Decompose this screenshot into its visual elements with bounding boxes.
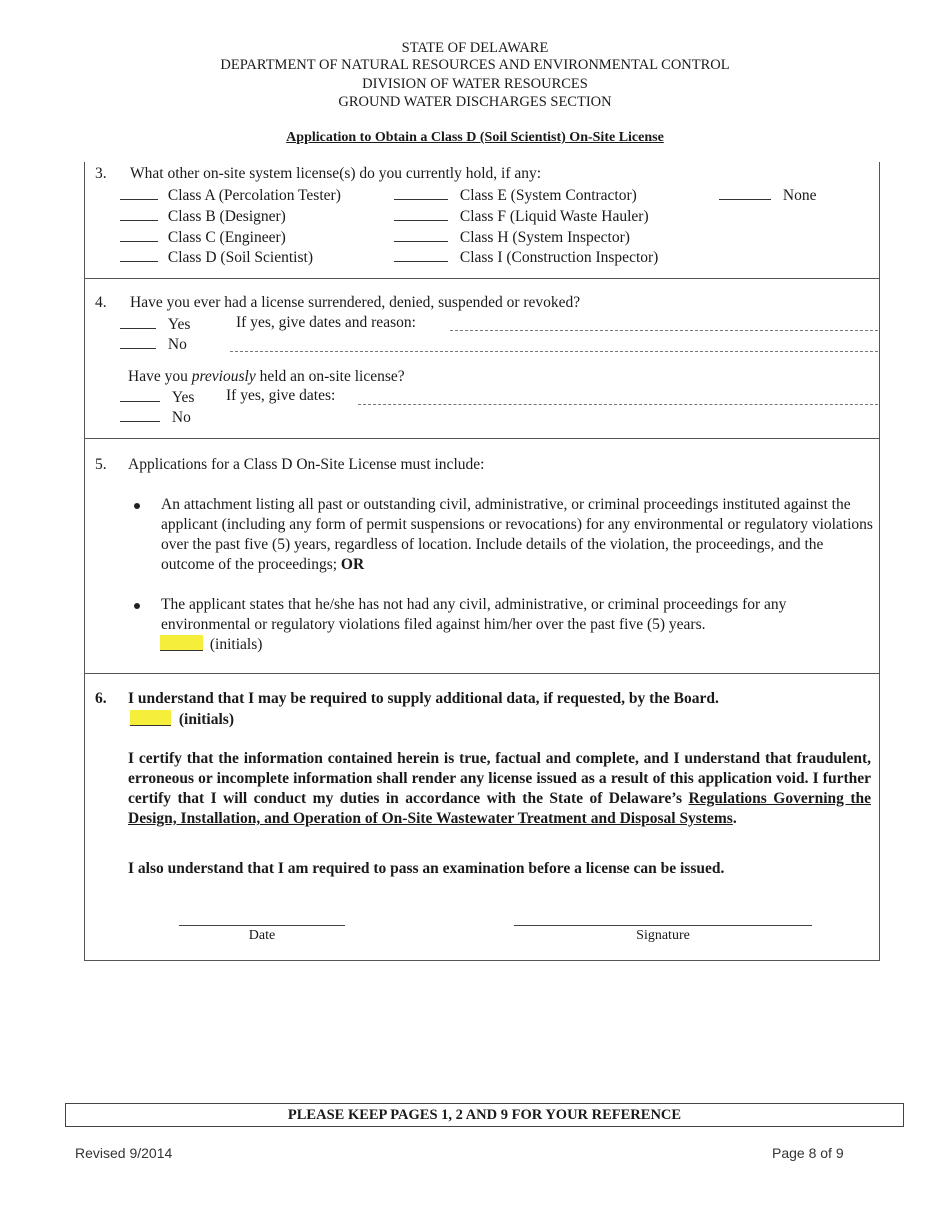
none-blank[interactable]	[719, 185, 771, 200]
signature-label: Signature	[636, 928, 690, 943]
q4-previous-yes-label: Yes	[171, 389, 195, 406]
q5-initials-field[interactable]	[160, 635, 203, 651]
q4-no-label: No	[167, 336, 187, 353]
q4-dates-prompt: If yes, give dates:	[226, 387, 336, 404]
signature-line[interactable]	[514, 925, 812, 926]
divider-5-6	[84, 673, 879, 674]
q6-regulation-title: Regulations Governing the Design, Installation, and Operation of On-Site Wastewater Treatment and Disposal Systems	[128, 790, 871, 827]
q4-reason-line-1[interactable]	[450, 330, 878, 331]
q3-class-c[interactable]	[120, 227, 286, 247]
q4-previous-no-label: No	[171, 409, 191, 426]
q5-number: 5.	[95, 456, 107, 473]
q5-initials-label: (initials)	[209, 636, 263, 653]
q4-previous-question-em: previously	[191, 368, 256, 385]
header-division: DIVISION OF WATER RESOURCES	[362, 76, 588, 92]
q3-number: 3.	[95, 165, 107, 182]
class-e-label: Class E (System Contractor)	[459, 187, 637, 204]
divider-4-5	[84, 438, 879, 439]
class-b-blank[interactable]	[120, 206, 158, 221]
q5-initials[interactable]	[160, 635, 262, 654]
q4-reason-prompt: If yes, give dates and reason:	[236, 314, 416, 331]
bullet-1-icon	[134, 503, 140, 509]
divider-3-4	[84, 278, 879, 279]
date-line[interactable]	[179, 925, 345, 926]
q6-certify-text: I certify that the information contained herein is true, factual and complete, and I understand that fraudulent, erroneous or incomplete information shall render any license issued as a result of this application void. I further certify that I will conduct my duties in accordance with the State of Delaware’s	[128, 750, 871, 807]
q4-yes-label: Yes	[167, 316, 191, 333]
page-number: Page 8 of 9	[772, 1145, 844, 1161]
q3-class-d[interactable]	[120, 247, 313, 267]
q3-question: What other on-site system license(s) do you currently hold, if any:	[130, 165, 542, 182]
class-h-blank[interactable]	[394, 227, 448, 242]
class-f-label: Class F (Liquid Waste Hauler)	[459, 208, 649, 225]
class-f-blank[interactable]	[394, 206, 448, 221]
class-i-label: Class I (Construction Inspector)	[459, 249, 659, 266]
q3-class-i[interactable]	[394, 247, 658, 267]
q3-class-e[interactable]	[394, 185, 637, 205]
q5-intro: Applications for a Class D On-Site License must include:	[128, 456, 485, 473]
header-section: GROUND WATER DISCHARGES SECTION	[338, 94, 612, 110]
q6-certify-end: .	[732, 810, 737, 827]
none-label: None	[782, 187, 817, 204]
class-e-blank[interactable]	[394, 185, 448, 200]
q4-previous-yes[interactable]	[120, 387, 194, 407]
class-d-label: Class D (Soil Scientist)	[167, 249, 313, 266]
q6-initials[interactable]	[130, 710, 234, 729]
q5-bullet-1-or: OR	[340, 556, 365, 573]
q6-initials-field[interactable]	[130, 710, 171, 726]
q4-previous-yes-blank[interactable]	[120, 387, 160, 402]
form-title: Application to Obtain a Class D (Soil Scientist) On-Site License	[286, 130, 664, 145]
q4-previous-no[interactable]	[120, 407, 191, 427]
q4-no-blank[interactable]	[120, 334, 156, 349]
q3-class-h[interactable]	[394, 227, 630, 247]
class-a-label: Class A (Percolation Tester)	[167, 187, 341, 204]
q6-certify	[128, 749, 871, 829]
q6-statement-1: I understand that I may be required to supply additional data, if requested, by the Board.	[128, 690, 719, 707]
class-h-label: Class H (System Inspector)	[459, 229, 630, 246]
header-state: STATE OF DELAWARE	[401, 40, 549, 56]
date-label: Date	[248, 928, 276, 943]
q5-bullet-1-text: An attachment listing all past or outstanding civil, administrative, or criminal proceedings instituted against the applicant (including any form of permit suspensions or revocations) for any environmental or regulatory violations over the past five (5) years, regardless of location. Include details of the violation, the proceedings, and the outcome of the proceedings;	[161, 496, 873, 573]
q5-bullet-1	[161, 495, 876, 575]
q4-yes[interactable]	[120, 314, 190, 334]
class-b-label: Class B (Designer)	[167, 208, 286, 225]
q3-class-b[interactable]	[120, 206, 286, 226]
keep-pages-notice: PLEASE KEEP PAGES 1, 2 AND 9 FOR YOUR REFERENCE	[65, 1103, 904, 1127]
bullet-2-icon	[134, 603, 140, 609]
q6-initials-label: (initials)	[178, 711, 234, 728]
q4-previous-question-post: held an on-site license?	[255, 368, 405, 385]
q4-reason-line-2[interactable]	[230, 351, 878, 352]
revised-date: Revised 9/2014	[75, 1145, 173, 1161]
class-i-blank[interactable]	[394, 247, 448, 262]
q6-exam: I also understand that I am required to pass an examination before a license can be issued.	[128, 860, 725, 877]
q6-number: 6.	[95, 690, 107, 707]
q4-previous-question-pre: Have you	[128, 368, 192, 385]
header-department: DEPARTMENT OF NATURAL RESOURCES AND ENVIRONMENTAL CONTROL	[220, 57, 730, 73]
q4-no[interactable]	[120, 334, 187, 354]
class-d-blank[interactable]	[120, 247, 158, 262]
q4-yes-blank[interactable]	[120, 314, 156, 329]
q4-question: Have you ever had a license surrendered, denied, suspended or revoked?	[130, 294, 581, 311]
q4-previous-question	[128, 368, 405, 386]
q5-bullet-2: The applicant states that he/she has not had any civil, administrative, or criminal proceedings for any environmental or regulatory violations filed against him/her over the past five (5) years.	[161, 596, 787, 633]
class-c-blank[interactable]	[120, 227, 158, 242]
class-c-label: Class C (Engineer)	[167, 229, 286, 246]
q3-none[interactable]	[719, 185, 816, 205]
q3-class-f[interactable]	[394, 206, 649, 226]
q4-previous-no-blank[interactable]	[120, 407, 160, 422]
class-a-blank[interactable]	[120, 185, 158, 200]
q4-number: 4.	[95, 294, 107, 311]
q4-dates-line[interactable]	[358, 404, 878, 405]
q3-class-a[interactable]	[120, 185, 341, 205]
